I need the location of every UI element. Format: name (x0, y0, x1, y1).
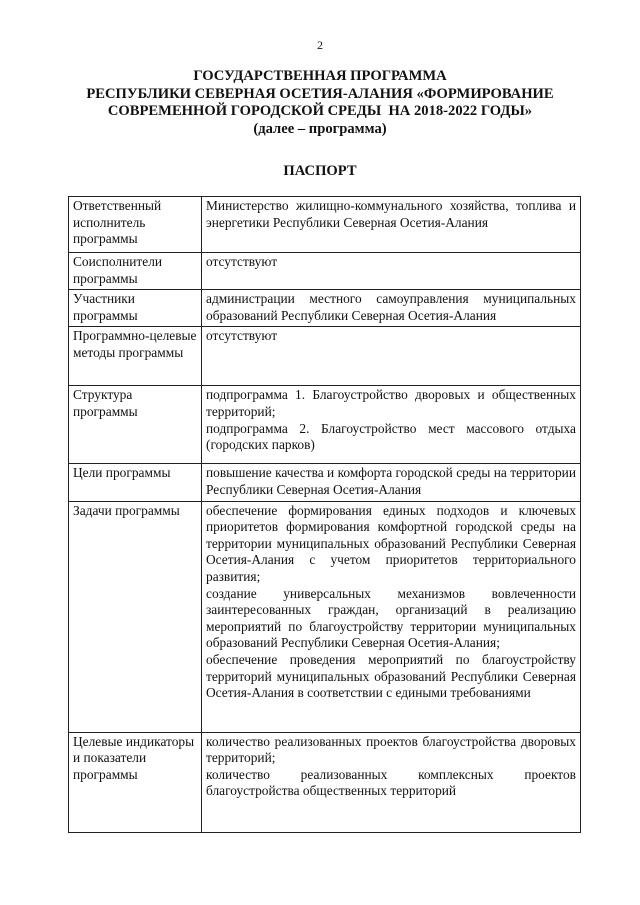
row-paragraph: создание универсальных механизмов вовлеченности заинтересованных граждан, организаций в реализацию мероприятий по благоустройству территории муниципальных образований Республики Северная Осетия-Алания; (206, 585, 576, 651)
row-paragraph: подпрограмма 2. Благоустройство мест массового отдыха (городских парков) (206, 420, 576, 453)
row-paragraph: подпрограмма 1. Благоустройство дворовых и общественных территорий; (206, 387, 576, 419)
table-row (69, 290, 581, 327)
row-label: Задачи программы (69, 501, 202, 732)
row-paragraph: отсутствуют (206, 254, 278, 269)
table-row (69, 732, 581, 832)
row-paragraph: Министерство жилищно-коммунального хозяйства, топлива и энергетики Республики Северная Осетия-Алания (206, 198, 576, 230)
row-value (202, 290, 581, 327)
row-value (202, 197, 581, 253)
row-label: Структура программы (69, 386, 202, 464)
heading-line-3: СОВРЕМЕННОЙ ГОРОДСКОЙ СРЕДЫ НА 2018-2022 ГОДЫ» (107, 103, 533, 119)
table-row (69, 386, 581, 464)
row-label: Программно-целевые методы программы (69, 327, 202, 386)
row-paragraph: обеспечение проведения мероприятий по благоустройству территорий муниципальных образований Республики Северная Осетия-Алания в соответствии с едиными требованиями (206, 651, 576, 701)
row-value (202, 253, 581, 290)
row-value (202, 732, 581, 832)
passport-title: ПАСПОРТ (283, 163, 357, 179)
document-heading (40, 68, 600, 138)
row-label: Соисполнители программы (69, 253, 202, 290)
row-value (202, 501, 581, 732)
row-paragraph: количество реализованных проектов благоустройства дворовых территорий; (206, 733, 576, 766)
passport-table (68, 196, 581, 833)
table-row (69, 501, 581, 732)
row-paragraph: администрации местного самоуправления муниципальных образований Республики Северная Осетия-Алания (206, 291, 576, 323)
row-value (202, 327, 581, 386)
row-label: Целевые индикаторы и показатели программы (69, 732, 202, 832)
table-row (69, 253, 581, 290)
row-label: Цели программы (69, 464, 202, 501)
table-row (69, 327, 581, 386)
row-label: Участники программы (69, 290, 202, 327)
heading-line-4: (далее – программа) (253, 120, 387, 137)
row-paragraph: обеспечение формирования единых подходов и ключевых приоритетов формирования комфортной городской среды на территории муниципальных образований Республики Северная Осетия-Алания с учетом приоритетов территориального развития; (206, 502, 576, 584)
row-paragraph: повышение качества и комфорта городской среды на территории Республики Северная Осетия-Алания (206, 465, 576, 497)
row-value (202, 386, 581, 464)
page-number: 2 (317, 38, 323, 52)
table-row (69, 197, 581, 253)
row-value (202, 464, 581, 501)
row-label: Ответственный исполнитель программы (69, 197, 202, 253)
heading-line-2: РЕСПУБЛИКИ СЕВЕРНАЯ ОСЕТИЯ-АЛАНИЯ «ФОРМИРОВАНИЕ (86, 85, 554, 102)
heading-line-1: ГОСУДАРСТВЕННАЯ ПРОГРАММА (193, 68, 447, 84)
row-paragraph: количество реализованных комплексных проектов благоустройства общественных территорий (206, 766, 576, 799)
row-paragraph: отсутствуют (206, 328, 278, 344)
table-row (69, 464, 581, 501)
